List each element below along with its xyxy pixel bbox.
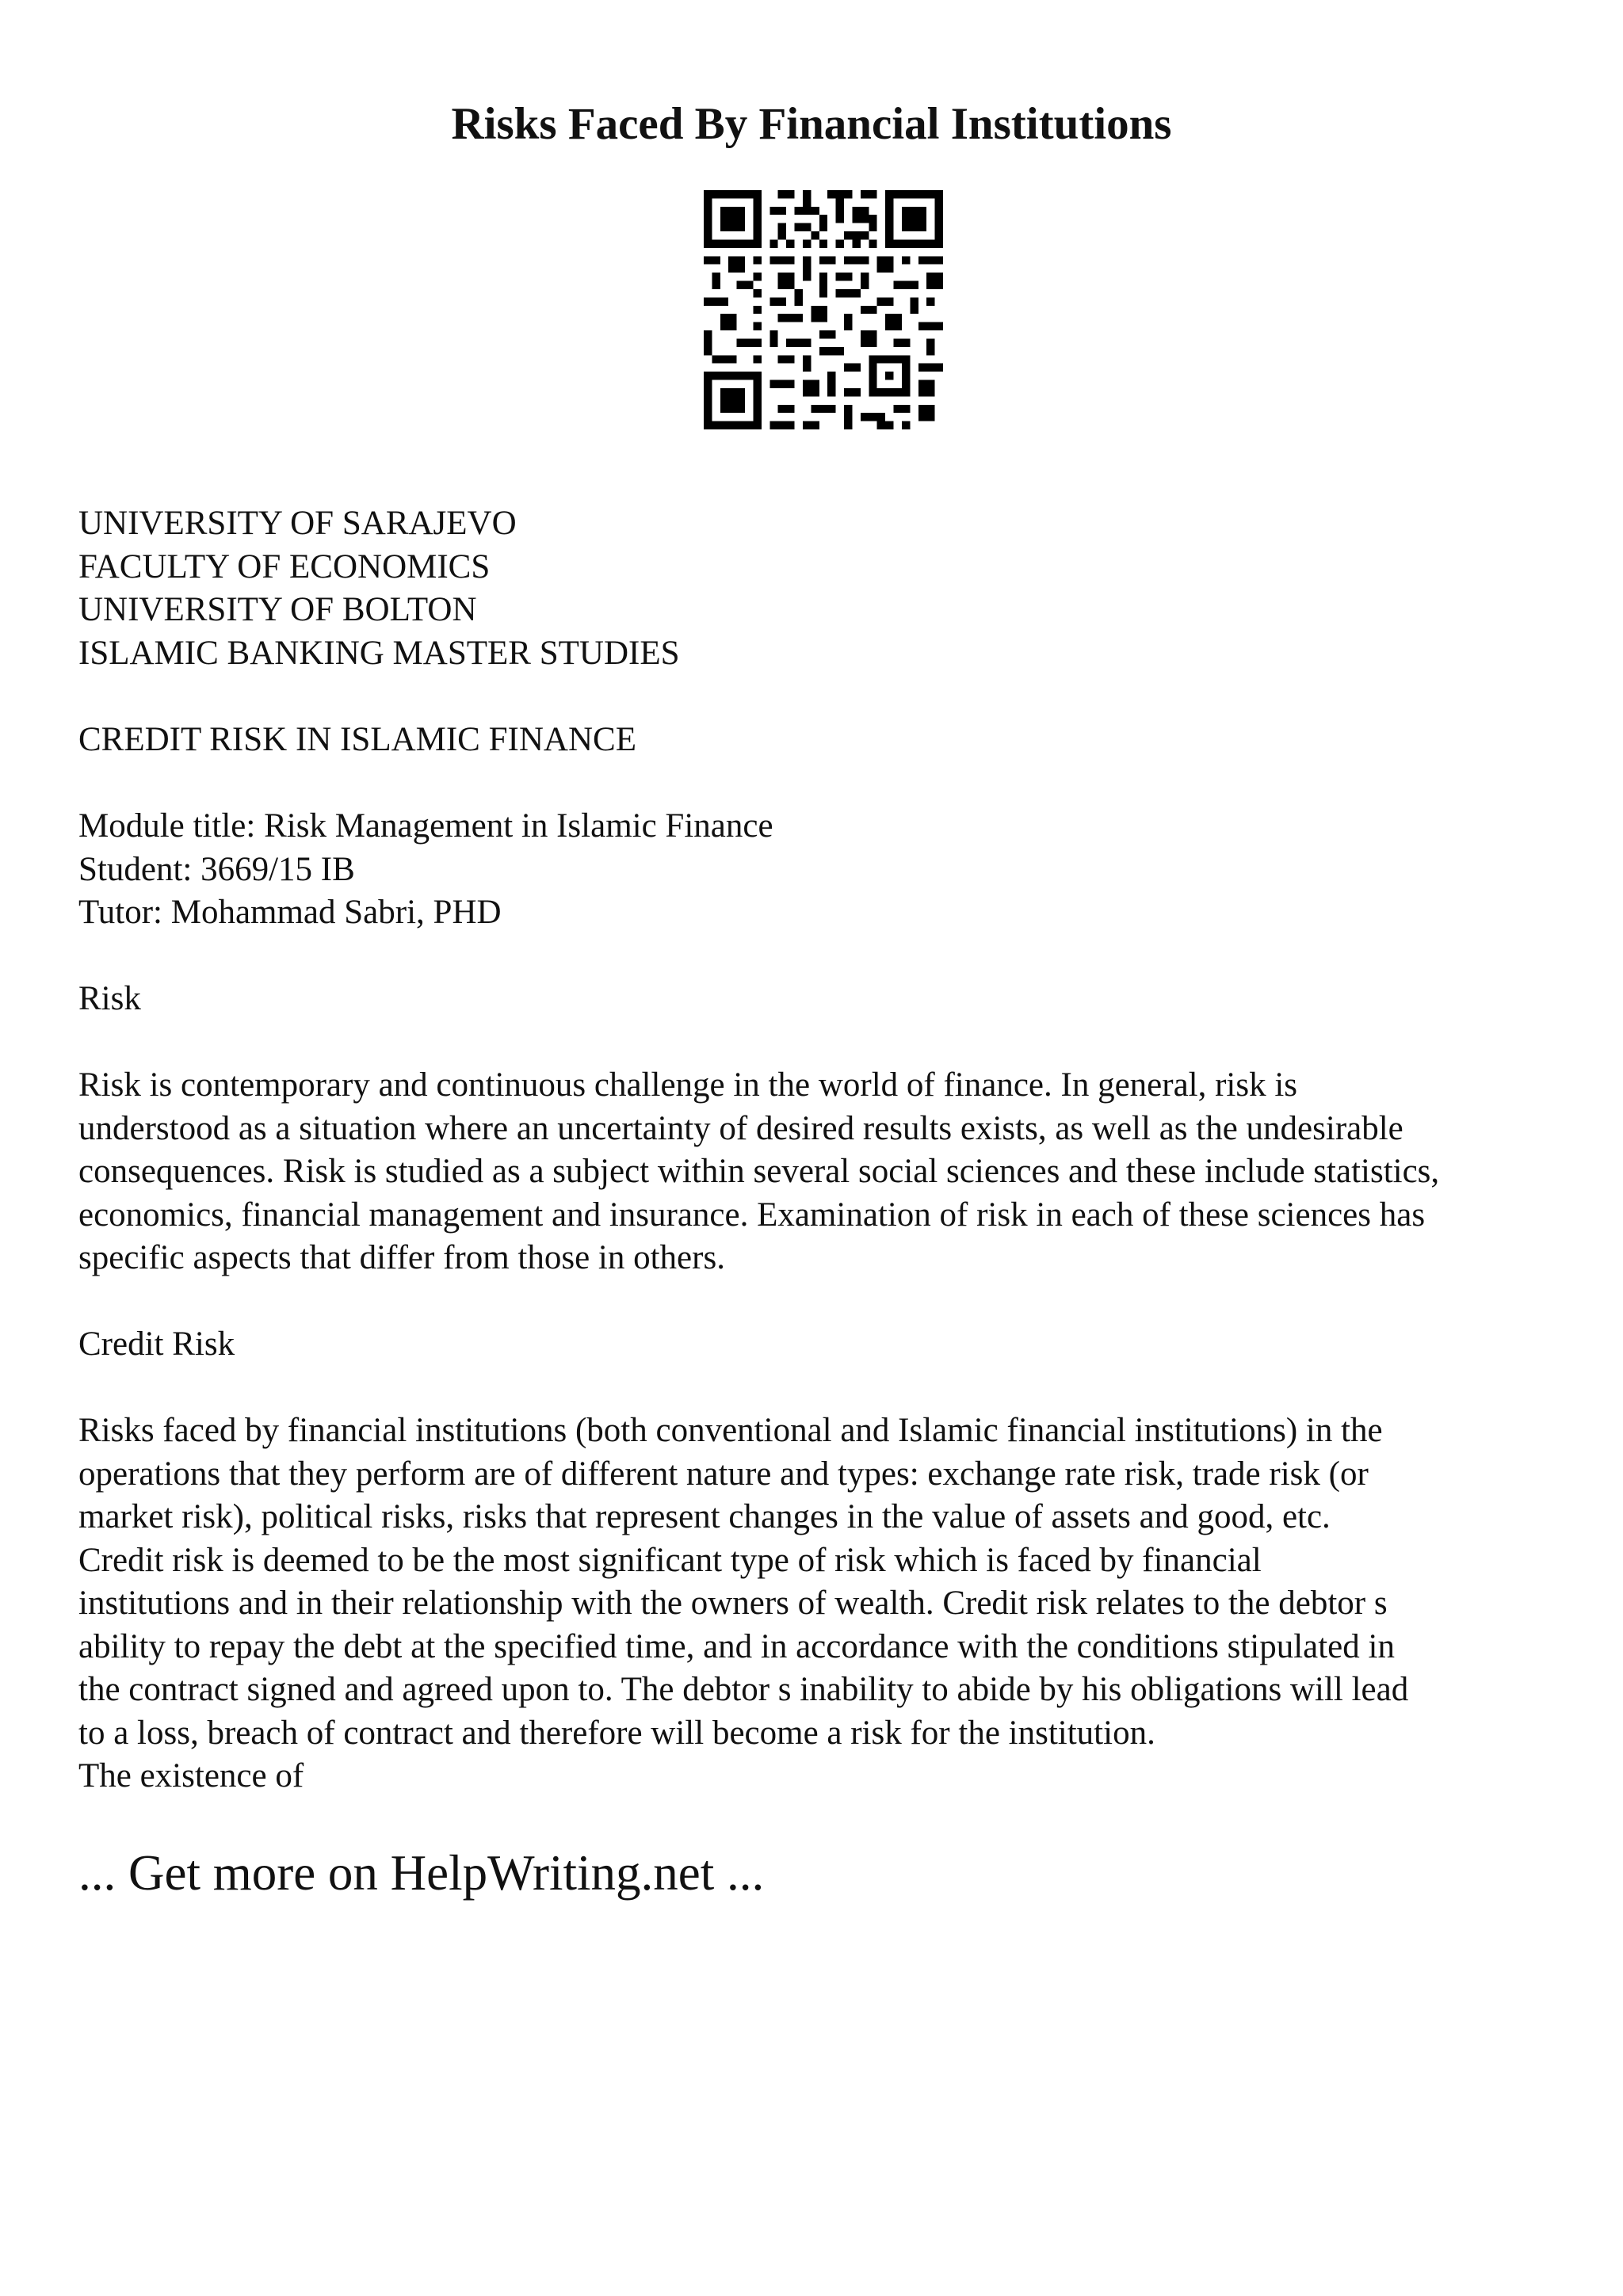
paragraph-line: understood as a situation where an uncertainty of desired results exists, as well as the undesirable (78, 1109, 1403, 1147)
meta-line: Tutor: Mohammad Sabri, PHD (78, 894, 502, 931)
paragraph-line: to a loss, breach of contract and therefore will become a risk for the institution. (78, 1714, 1155, 1752)
paragraph-line: Risks faced by financial institutions (both conventional and Islamic financial institutions) in the (78, 1412, 1383, 1449)
header-line: FACULTY OF ECONOMICS (78, 547, 491, 585)
section-paragraph-risk (78, 1064, 1568, 1280)
paper-title: CREDIT RISK IN ISLAMIC FINANCE (78, 721, 636, 758)
header-line: UNIVERSITY OF BOLTON (78, 591, 477, 628)
section-heading-credit-risk: Credit Risk (78, 1325, 235, 1363)
paragraph-line: ability to repay the debt at the specified time, and in accordance with the conditions stipulated in (78, 1627, 1395, 1665)
paragraph-line: Credit risk is deemed to be the most significant type of risk which is faced by financial (78, 1541, 1262, 1579)
document-title: Risks Faced By Financial Institutions (451, 99, 1172, 149)
section-paragraph-credit-risk (78, 1409, 1568, 1798)
qr-code-icon (704, 190, 943, 429)
section-heading-risk: Risk (78, 980, 141, 1017)
paragraph-line: specific aspects that differ from those in others. (78, 1239, 725, 1276)
paragraph-line: Risk is contemporary and continuous challenge in the world of finance. In general, risk is (78, 1066, 1298, 1104)
paragraph-line: institutions and in their relationship with the owners of wealth. Credit risk relates to the debtor s (78, 1585, 1388, 1622)
paragraph-line: consequences. Risk is studied as a subject within several social sciences and these include statistics, (78, 1153, 1440, 1190)
meta-line: Module title: Risk Management in Islamic Finance (78, 807, 773, 845)
header-line: ISLAMIC BANKING MASTER STUDIES (78, 634, 680, 672)
meta-block (78, 805, 1568, 935)
meta-line: Student: 3669/15 IB (78, 850, 355, 888)
get-more-link[interactable]: ... Get more on HelpWriting.net ... (78, 1845, 765, 1901)
institution-block (78, 502, 1568, 675)
paragraph-line: the contract signed and agreed upon to. The debtor s inability to abide by his obligations will lead (78, 1671, 1409, 1708)
paragraph-line: economics, financial management and insurance. Examination of risk in each of these sciences has (78, 1196, 1426, 1234)
paragraph-line: market risk), political risks, risks that represent changes in the value of assets and good, etc. (78, 1498, 1331, 1535)
paragraph-line: The existence of (78, 1757, 304, 1794)
header-line: UNIVERSITY OF SARAJEVO (78, 505, 517, 542)
paragraph-line: operations that they perform are of different nature and types: exchange rate risk, trade risk (or (78, 1455, 1369, 1493)
